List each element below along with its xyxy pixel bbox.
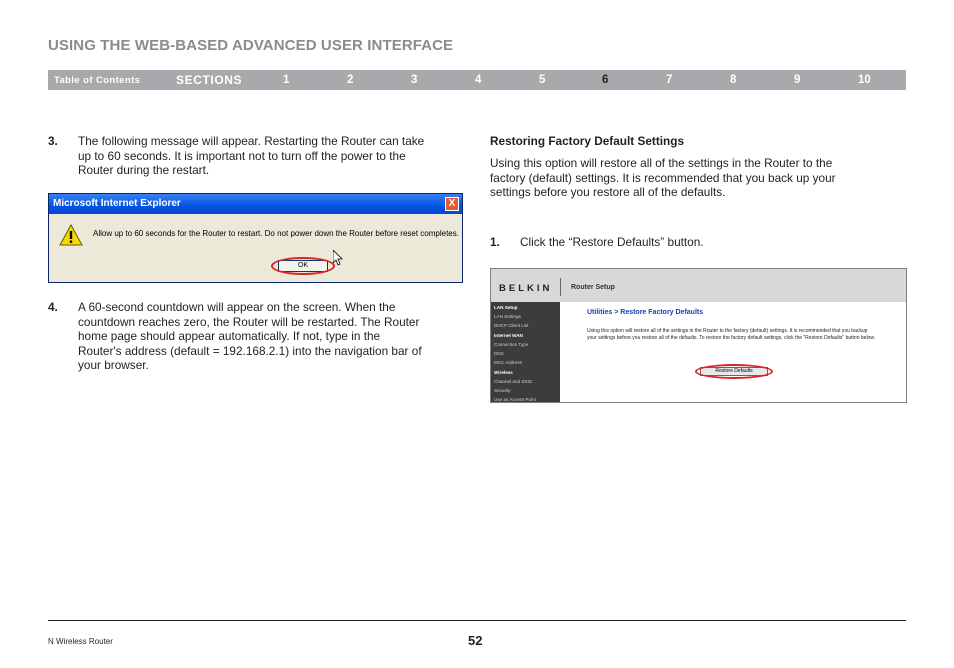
step-line: your browser. (78, 358, 149, 372)
dialog-titlebar (49, 194, 462, 214)
sidebar-item-dhcp-client-list[interactable]: DHCP Client List (494, 323, 529, 328)
sidebar-item-dns[interactable]: DNS (494, 351, 504, 356)
warning-icon (59, 224, 83, 246)
paragraph-line: Using this option will restore all of the settings in the Router to the (490, 156, 833, 170)
sidebar-item-internet-wan[interactable]: Internet WAN (494, 333, 523, 338)
step-line: A 60-second countdown will appear on the screen. When the (78, 300, 396, 314)
paragraph-line: settings before you restore all of the defaults. (490, 185, 726, 199)
router-sidebar (491, 302, 560, 402)
restart-dialog-screenshot (48, 193, 463, 283)
dialog-title: Microsoft Internet Explorer (53, 198, 181, 209)
router-description: Using this option will restore all of the settings in the Router to the factory (default) settings. It is recommended that you backup your settings before you restore all of the defaults. To restore the factory default settings, click the "Restore Defaults" button below. (587, 328, 876, 341)
restore-highlight-circle (695, 364, 773, 379)
step-line: home page should appear automatically. If not, type in the (78, 329, 381, 343)
ok-highlight-circle (271, 257, 335, 275)
footer-divider (48, 620, 906, 621)
step-text (78, 300, 422, 373)
page-section-title: USING THE WEB-BASED ADVANCED USER INTERFACE (48, 37, 454, 54)
step-line: The following message will appear. Restarting the Router can take (78, 134, 425, 148)
section-link-4[interactable]: 4 (475, 74, 482, 86)
router-setup-label: Router Setup (571, 284, 615, 291)
dialog-message: Allow up to 60 seconds for the Router to restart. Do not power down the Router before reset completes. (93, 229, 459, 238)
step-text (78, 134, 424, 178)
step-line: up to 60 seconds. It is important not to turn off the power to the (78, 148, 406, 163)
sidebar-item-wireless[interactable]: Wireless (494, 370, 513, 375)
router-breadcrumb: Utilities > Restore Factory Defaults (587, 309, 704, 316)
restore-defaults-button[interactable]: Restore Defaults (700, 367, 768, 376)
sidebar-item-security[interactable]: Security (494, 388, 511, 393)
sections-label: SECTIONS (176, 73, 243, 87)
section-link-8[interactable]: 8 (730, 74, 737, 86)
step-line: Router's address (default = 192.168.2.1) into the navigation bar of (78, 343, 422, 358)
section-heading: Restoring Factory Default Settings (490, 134, 685, 148)
page-number: 52 (468, 633, 483, 648)
sidebar-item-channel-ssid[interactable]: Channel and SSID (494, 379, 533, 384)
router-header (491, 269, 906, 302)
close-icon[interactable]: X (445, 197, 459, 211)
sidebar-item-connection-type[interactable]: Connection Type (494, 342, 529, 347)
section-link-2[interactable]: 2 (347, 74, 354, 86)
section-link-5[interactable]: 5 (539, 74, 546, 86)
sidebar-item-lan-settings[interactable]: LAN Settings (494, 314, 521, 319)
router-restore-screenshot (490, 268, 907, 403)
sidebar-item-access-point[interactable]: Use as Access Point (494, 397, 536, 402)
step-number: 3. (48, 134, 58, 148)
table-of-contents-link[interactable]: Table of Contents (54, 75, 141, 86)
sidebar-item-mac-address[interactable]: MAC Address (494, 360, 523, 365)
step-number: 1. (490, 235, 500, 249)
step-number: 4. (48, 300, 58, 314)
ok-button[interactable]: OK (278, 260, 328, 272)
section-link-7[interactable]: 7 (666, 74, 673, 86)
step-text: Click the “Restore Defaults” button. (520, 235, 704, 249)
section-link-6[interactable]: 6 (602, 74, 609, 86)
mouse-cursor-icon (333, 250, 343, 266)
section-link-3[interactable]: 3 (411, 74, 418, 86)
footer-product-name: N Wireless Router (48, 637, 113, 646)
section-nav-bar (48, 70, 906, 90)
section-link-1[interactable]: 1 (283, 74, 290, 86)
step-line: countdown reaches zero, the Router will be restarted. The Router (78, 314, 420, 329)
restore-paragraph (490, 156, 836, 200)
section-link-9[interactable]: 9 (794, 74, 801, 86)
section-link-10[interactable]: 10 (858, 74, 871, 86)
header-divider (560, 278, 561, 296)
step-line: Router during the restart. (78, 163, 210, 177)
paragraph-line: factory (default) settings. It is recommended that you back up your (490, 170, 836, 185)
sidebar-item-lan-setup[interactable]: LAN Setup (494, 305, 518, 310)
belkin-logo: BELKIN (499, 283, 553, 294)
